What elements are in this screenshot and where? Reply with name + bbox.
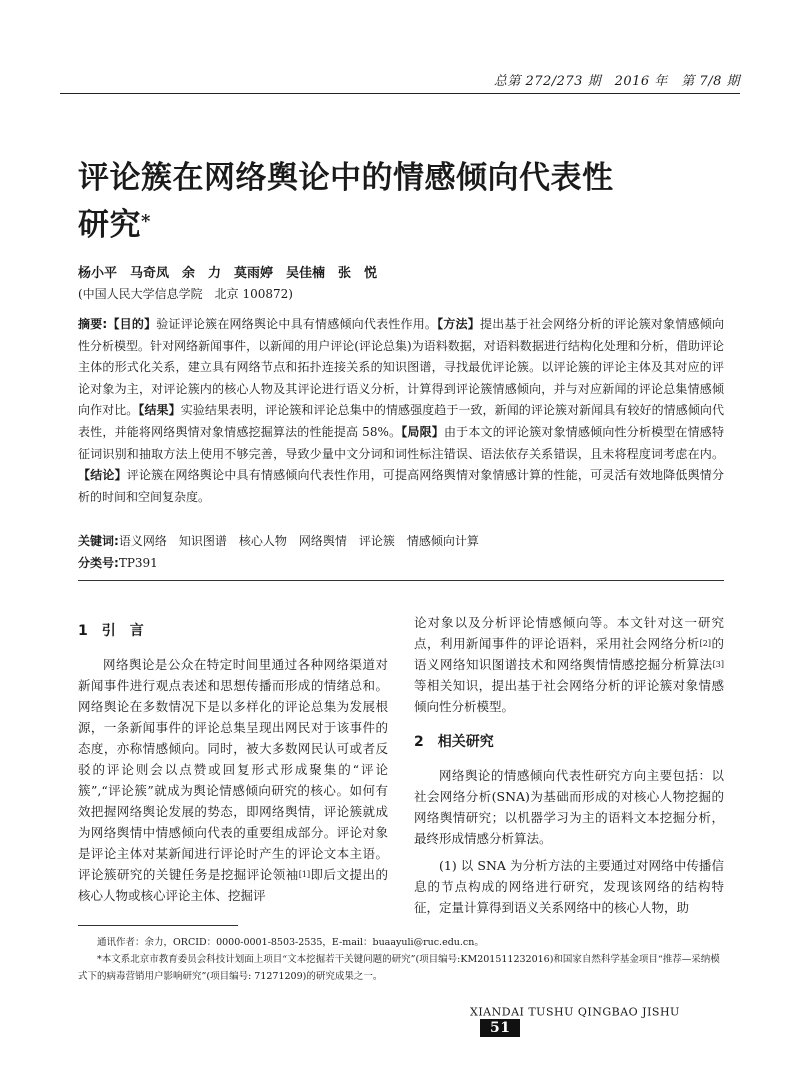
footnote-funding: *本文系北京市教育委员会科技计划面上项目“文本挖掘若干关键问题的研究”(项目编号:KM201511232016)和国家自然科学基金项目“推荐—采纳模式下的病毒营销用户影响研究”(项目编号: 71271209)的研究成果之一。 <box>78 954 720 982</box>
title-footnote-mark: * <box>141 211 151 232</box>
title-line-1: 评论簇在网络舆论中的情感倾向代表性 <box>78 160 614 196</box>
abstract-tag-results: 【结果】 <box>138 403 181 418</box>
affiliation: (中国人民大学信息学院 北京 100872) <box>78 287 293 301</box>
abstract-divider <box>78 580 724 581</box>
article-title <box>78 155 738 249</box>
keywords-text: 语义网络 知识图谱 核心人物 网络舆情 评论簇 情感倾向计算 <box>118 534 479 548</box>
abstract-label: 摘要: <box>78 317 108 331</box>
abstract-tag-limitations: 【局限】 <box>401 424 444 439</box>
citation-ref-1: [1] <box>298 870 311 879</box>
keywords-label: 关键词: <box>78 534 119 548</box>
section-1-heading: 1 引 言 <box>78 623 144 639</box>
body-column-left <box>78 620 388 906</box>
abstract-method: 提出基于社会网络分析的评论簇对象情感倾向性分析模型。针对网络新闻事件，以新闻的用户评论(评论总集)为语料数据，对语料数据进行结构化处理和分析，借助评论主体的形式化关系，建立具有网络节点和拓扑连接关系的知识图谱，寻找最优评论簇。以评论簇的评论主体及其对应的评论对象为主，对评论簇内的核心人物及其评论进行语义分析，计算得到评论簇情感倾向，并与对应新闻的评论总集情感倾向作对比。 <box>78 317 724 418</box>
citation-ref-3: [3] <box>712 660 724 669</box>
page-number: 51 <box>480 1019 520 1037</box>
classification-number <box>78 554 724 571</box>
classno-text: TP391 <box>118 556 158 570</box>
abstract <box>78 314 724 508</box>
classno-label: 分类号: <box>78 556 119 570</box>
section-2-paragraph-2: (1) 以 SNA 为分析方法的主要通过对网络中传播信息的节点构成的网络进行研究，发现该网络的结构特征，定量计算得到语义关系网络中的核心人物，助 <box>414 858 724 915</box>
header-divider <box>60 93 740 94</box>
keywords <box>78 532 724 549</box>
author-list: 杨小平 马奇凤 余 力 莫雨婷 吴佳楠 张 悦 <box>78 266 378 281</box>
section-1-text-b: 即后文提出的核心人物或核心评论主体、挖掘评 <box>78 867 388 903</box>
citation-ref-2: [2] <box>699 639 711 648</box>
journal-issue-header: 总第 272/273 期 2016 年 第 7/8 期 <box>493 74 740 89</box>
body-column-right <box>414 612 724 918</box>
page-footer <box>470 1005 724 1037</box>
section-1-paragraph <box>78 654 388 906</box>
abstract-results: 实验结果表明，评论簇和评论总集中的情感强度趋于一致，新闻的评论簇对新闻具有较好的情感倾向代表性，并能将网络舆情对象情感挖掘算法的性能提高 58%。 <box>78 403 724 439</box>
abstract-limitations: 由于本文的评论簇对象情感倾向性分析模型在情感特征词识别和抽取方法上使用不够完善，导致少量中文分词和词性标注错误、语法依存关系错误，且未将程度词考虑在内。 <box>78 424 724 461</box>
footnotes <box>78 934 728 985</box>
abstract-tag-conclusions: 【结论】 <box>78 468 127 483</box>
footnote-divider <box>78 925 238 926</box>
abstract-conclusions: 评论簇在网络舆论中具有情感倾向代表性作用，可提高网络舆情对象情感计算的性能，可灵活有效地降低舆情分析的时间和空间复杂度。 <box>78 468 724 504</box>
journal-name: XIANDAI TUSHU QINGBAO JISHU <box>470 1005 680 1019</box>
section-2-paragraph-1: 网络舆论的情感倾向代表性研究方向主要包括：以社会网络分析(SNA)为基础而形成的对核心人物挖掘的网络舆情研究；以机器学习为主的语料文本挖掘分析，最终形成情感分析算法。 <box>414 768 724 846</box>
footnote-corresponding-author: 通讯作者：余力，ORCID：0000-0001-8503-2535，E-mail：buaayuli@ruc.edu.cn。 <box>97 937 484 948</box>
section-1-text-d: 的语义网络知识图谱技术和网络舆情情感挖掘分析算法 <box>414 636 724 672</box>
section-1-paragraph-continued <box>414 612 724 717</box>
section-2-heading: 2 相关研究 <box>414 734 494 750</box>
section-1-text-a: 网络舆论是公众在特定时间里通过各种网络渠道对新闻事件进行观点表述和思想传播而形成的情绪总和。网络舆论在多数情况下是以多样化的评论总集为发展根源，一条新闻事件的评论总集呈现出网民对于该事件的态度，亦称情感倾向。同时，被大多数网民认可或者反驳的评论则会以点赞或回复形式形成聚集的“评论簇”,“评论簇”就成为舆论情感倾向研究的核心。如何有效把握网络舆论发展的势态，即网络舆情，评论簇就成为网络舆情中情感倾向代表的重要组成部分。评论对象是评论主体对某新闻进行评论时产生的评论文本主语。评论簇研究的关键任务是挖掘评论领袖 <box>78 657 388 882</box>
abstract-tag-purpose: 【目的】 <box>107 317 157 331</box>
section-1-text-c: 论对象以及分析评论情感倾向等。本文针对这一研究点，利用新闻事件的评论语料，采用社会网络分析 <box>414 615 724 651</box>
section-1-text-e: 等相关知识，提出基于社会网络分析的评论簇对象情感倾向性分析模型。 <box>414 678 724 714</box>
abstract-tag-method: 【方法】 <box>437 317 480 331</box>
title-line-2: 研究 <box>78 207 141 243</box>
abstract-purpose: 验证评论簇在网络舆论中具有情感倾向代表性作用。 <box>156 317 438 331</box>
